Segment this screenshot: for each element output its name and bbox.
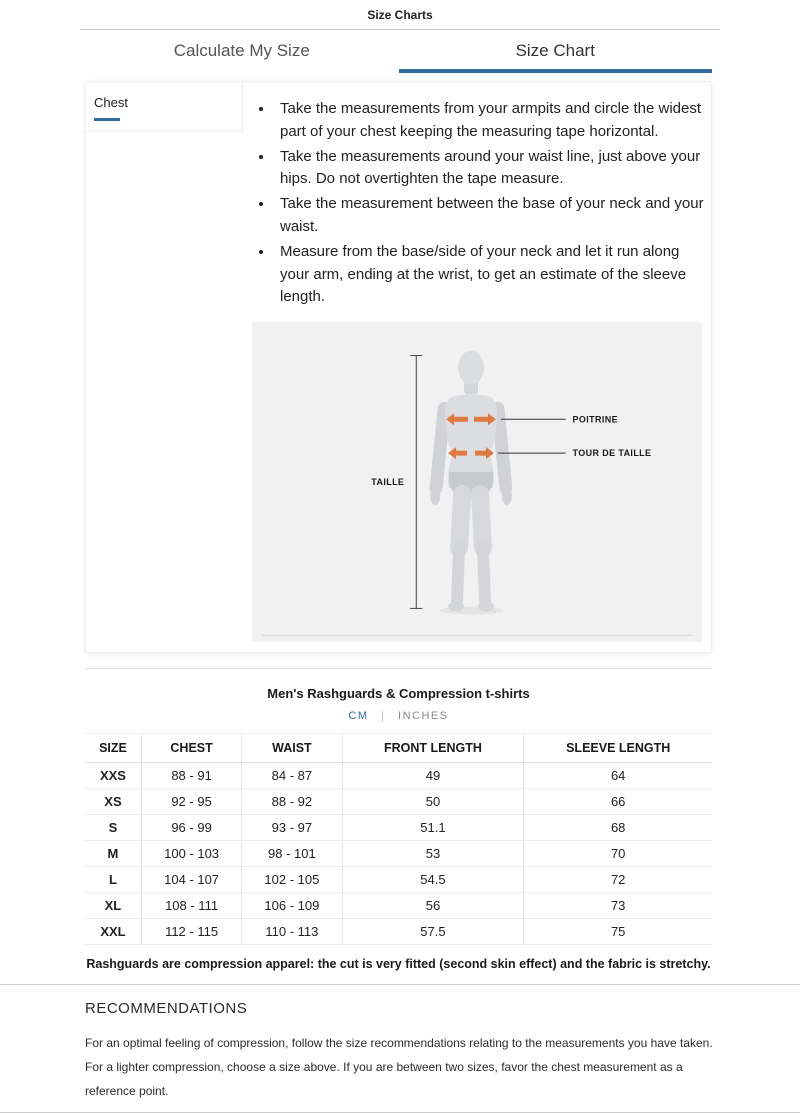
table-title: Men's Rashguards & Compression t-shirts xyxy=(267,686,530,702)
cell-front-length: 56 xyxy=(342,893,524,919)
table-row xyxy=(85,867,712,893)
measurement-figure xyxy=(252,322,702,642)
sidebar-item-chest[interactable] xyxy=(86,82,243,132)
cell-chest: 96 - 99 xyxy=(141,815,241,841)
instruction-item: • Take the measurements from your armpits and circle the widest part of your chest keeping the measuring tape horizontal. xyxy=(274,98,704,144)
cell-front-length: 50 xyxy=(342,789,524,815)
cell-waist: 102 - 105 xyxy=(242,867,342,893)
waist-label: TOUR DE TAILLE xyxy=(572,448,652,459)
cell-sleeve-length: 72 xyxy=(524,867,712,893)
cell-size: XS xyxy=(85,789,141,815)
recommendations-body: For an optimal feeling of compression, follow the size recommendations relating to the measurements you have taken. For a lighter compression, choose a size above. If you are between two sizes, favor the chest measurement as a reference point. xyxy=(85,1036,713,1099)
tab-calculate-my-size[interactable]: Calculate My Size xyxy=(173,41,310,60)
active-item-underline xyxy=(94,118,120,121)
table-row xyxy=(85,841,712,867)
mannequin-body xyxy=(430,351,512,612)
chest-label: POITRINE xyxy=(572,414,619,425)
size-charts-container xyxy=(85,32,712,971)
cell-chest: 104 - 107 xyxy=(141,867,241,893)
cell-waist: 106 - 109 xyxy=(242,893,342,919)
cell-waist: 98 - 101 xyxy=(242,841,342,867)
compression-note: Rashguards are compression apparel: the cut is very fitted (second skin effect) and the fabric is stretchy. xyxy=(86,957,711,972)
instruction-item: • Take the measurement between the base of your neck and your waist. xyxy=(274,193,704,239)
section-divider xyxy=(85,668,712,669)
cell-size: M xyxy=(85,841,141,867)
cell-size: XXL xyxy=(85,919,141,945)
unit-divider: | xyxy=(381,710,386,723)
cell-waist: 93 - 97 xyxy=(242,815,342,841)
cell-chest: 100 - 103 xyxy=(141,841,241,867)
measurement-instructions xyxy=(243,98,711,309)
col-header-size: SIZE xyxy=(85,734,141,763)
cell-front-length: 57.5 xyxy=(342,919,524,945)
size-chart-panel xyxy=(85,81,712,653)
size-table xyxy=(85,733,712,945)
instruction-item: • Measure from the base/side of your neck and let it run along your arm, ending at the wrist, to get an estimate of the sleeve length. xyxy=(274,241,704,309)
cell-front-length: 53 xyxy=(342,841,524,867)
col-header-chest: CHEST xyxy=(141,734,241,763)
cell-sleeve-length: 66 xyxy=(524,789,712,815)
page-title: Size Charts xyxy=(367,8,433,22)
cell-sleeve-length: 68 xyxy=(524,815,712,841)
cell-front-length: 49 xyxy=(342,763,524,789)
mannequin-diagram xyxy=(252,322,702,642)
height-label: TAILLE xyxy=(371,477,405,488)
cell-chest: 108 - 111 xyxy=(141,893,241,919)
cell-sleeve-length: 70 xyxy=(524,841,712,867)
cell-front-length: 54.5 xyxy=(342,867,524,893)
measurement-content xyxy=(243,82,711,652)
cell-waist: 88 - 92 xyxy=(242,789,342,815)
recommendations-title: RECOMMENDATIONS xyxy=(85,1000,248,1018)
cell-front-length: 51.1 xyxy=(342,815,524,841)
cell-chest: 88 - 91 xyxy=(141,763,241,789)
cell-waist: 84 - 87 xyxy=(242,763,342,789)
unit-cm-button[interactable]: CM xyxy=(348,710,369,723)
table-row xyxy=(85,893,712,919)
table-row xyxy=(85,919,712,945)
instruction-item: • Take the measurements around your waist line, just above your hips. Do not overtighten the tape measure. xyxy=(274,146,704,192)
sidebar-item-label: Chest xyxy=(94,95,128,110)
table-row xyxy=(85,763,712,789)
unit-toggle xyxy=(85,710,712,722)
recommendations-top-divider xyxy=(0,984,800,985)
cell-size: XL xyxy=(85,893,141,919)
table-row xyxy=(85,815,712,841)
cell-size: L xyxy=(85,867,141,893)
recommendations-section xyxy=(0,1000,800,1103)
col-header-front-length: FRONT LENGTH xyxy=(342,734,524,763)
cell-size: XXS xyxy=(85,763,141,789)
tab-size-chart[interactable]: Size Chart xyxy=(399,32,713,73)
col-header-waist: WAIST xyxy=(242,734,342,763)
cell-waist: 110 - 113 xyxy=(242,919,342,945)
cell-sleeve-length: 73 xyxy=(524,893,712,919)
cell-sleeve-length: 64 xyxy=(524,763,712,789)
top-divider xyxy=(80,29,720,30)
cell-sleeve-length: 75 xyxy=(524,919,712,945)
unit-inches-button[interactable]: INCHES xyxy=(398,710,449,723)
size-table-header-row xyxy=(85,734,712,763)
col-header-sleeve-length: SLEEVE LENGTH xyxy=(524,734,712,763)
cell-size: S xyxy=(85,815,141,841)
cell-chest: 92 - 95 xyxy=(141,789,241,815)
height-measure-line xyxy=(410,356,422,609)
sidebar xyxy=(86,82,243,652)
table-row xyxy=(85,789,712,815)
cell-chest: 112 - 115 xyxy=(141,919,241,945)
tab-bar xyxy=(85,32,712,73)
